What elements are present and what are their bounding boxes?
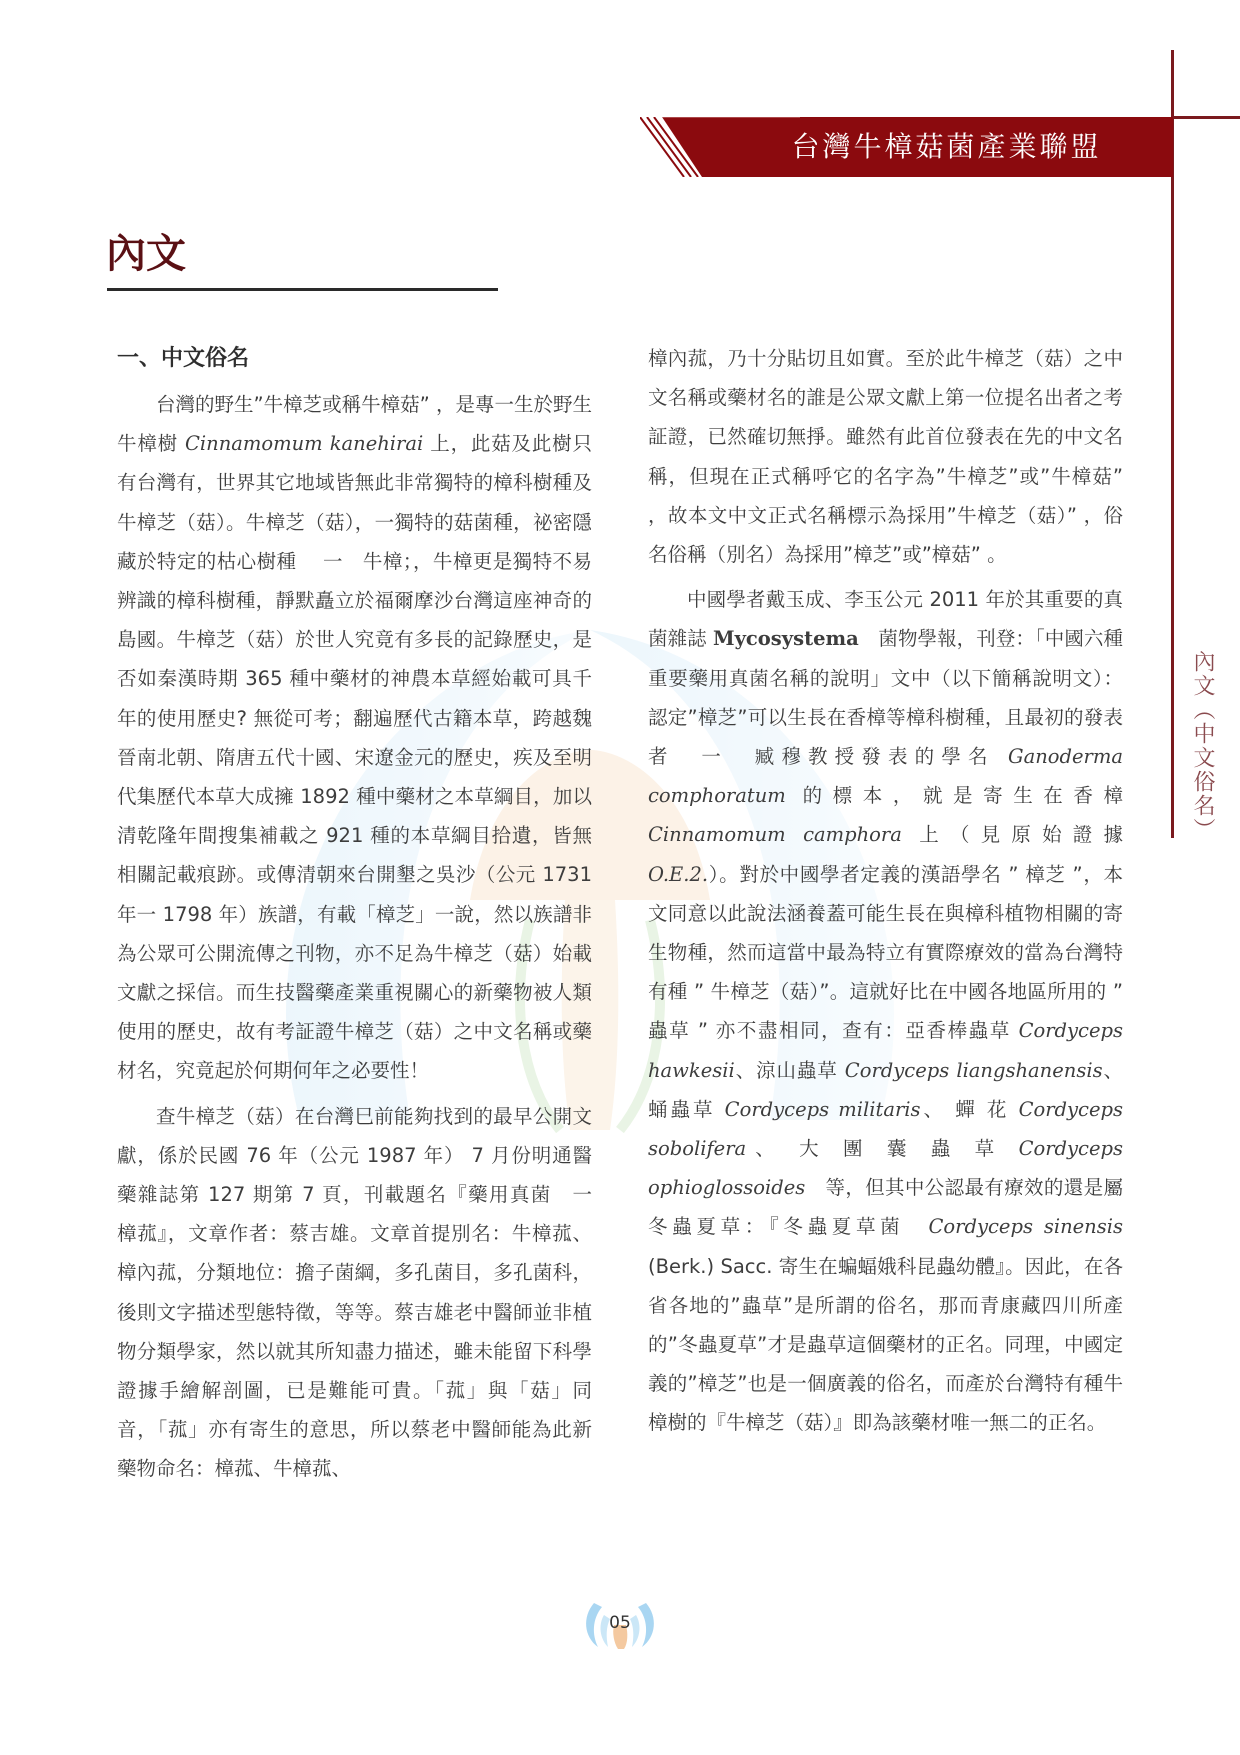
header-tick-rule xyxy=(1173,116,1240,119)
page-title: 內文 xyxy=(106,230,186,277)
journal-name: Mycosystema xyxy=(712,627,859,651)
scientific-name: Cordyceps militaris xyxy=(724,1097,921,1121)
scientific-name: O.E.2. xyxy=(648,862,709,886)
page-number: 05 xyxy=(609,1613,631,1633)
text-run: ）。對於中國學者定義的漢語學名 ” 樟芝 ”，本文同意以此說法涵養蓋可能生長在與樟科植物相關的寄生物種，然而這當中最為特立有實際療效的當為台灣特有種 ” 牛樟芝（菇）”。這就好比在中國各地區所用的 ” 蟲草 ” 亦不盡相同，查有：亞香棒蟲草 xyxy=(648,862,1123,1043)
side-section-tab: 內文（中文俗名） xyxy=(1190,650,1215,842)
scientific-name: Cordyceps sinensis xyxy=(928,1215,1123,1239)
text-run: 、 大 團 囊 蟲 草 xyxy=(746,1137,1019,1161)
left-column xyxy=(117,339,612,1489)
scientific-name: Cordyceps hawkesii xyxy=(648,1019,1123,1082)
organization-name: 台灣牛樟菇菌產業聯盟 xyxy=(791,130,1102,163)
text-run: 上，此菇及此樹只有台灣有，世界其它地域皆無此非常獨特的樟科樹種及牛樟芝（菇）。牛樟芝（菇），一獨特的菇菌種，祕密隱藏於特定的枯心樹種 一 牛樟；，牛樟更是獨特不易辨識的樟科樹種，靜默矗立於福爾摩沙台灣這座神奇的島國。牛樟芝（菇）於世人究竟有多長的記錄歷史，是否如秦漢時期 365 種中藥材的神農本草經始載可具千年的使用歷史? 無從可考；翻遍歷代古籍本草，跨越魏晉南北朝、隋唐五代十國、宋遼金元的歷史，疾及至明代集歷代本草大成擁 1892 種中藥材之本草綱目，加以清乾隆年間搜集補載之 921 種的本草綱目拾遺，皆無相關記載痕跡。或傳清朝來台開墾之吳沙（公元 1731 年一 1798 年）族譜，有載「樟芝」一說，然以族譜非為公眾可公開流傳之刊物，亦不足為牛樟芝（菇）始載文獻之採信。而生技醫藥產業重視關心的新藥物被人類使用的歷史，故有考証證牛樟芝（菇）之中文名稱或藥材名，究竟起於何期何年之必要性！ xyxy=(117,432,593,1083)
right-column xyxy=(648,339,1123,1443)
scientific-name: Cinnamomum kanehirai xyxy=(185,432,424,456)
scientific-name: Cinnamomum camphora xyxy=(648,823,902,847)
paragraph-earliest-literature: 查牛樟芝（菇）在台灣巳前能夠找到的最早公開文獻，係於民國 76 年（公元 1987 年） 7 月份明通醫藥雜誌第 127 期第 7 頁，刊載題名『藥用真菌 一 樟菰』，文章作者：蔡吉雄。文章首提別名：牛樟菰、樟內菰，分類地位：擔子菌綱，多孔菌目，多孔菌科，後則文字描述型態特徵，等等。蔡吉雄老中醫師並非植物分類學家，然以就其所知盡力描述，雖未能留下科學證據手繪解剖圖，已是難能可貴。「菰」與「菇」同音，「菰」亦有寄生的意思，所以蔡老中醫師能為此新藥物命名：樟菰、牛樟菰、 xyxy=(117,1104,612,1481)
paragraph-intro xyxy=(117,385,592,1091)
section-heading: 一、中文俗名 xyxy=(117,346,250,371)
text-run: 、 蟬 花 xyxy=(920,1097,1019,1121)
text-run: 、涼山蟲草 xyxy=(734,1058,845,1082)
text-run: 菌物學報，刊登：「中國六種重要藥用真菌名稱的說明」文中（以下簡稱說明文）：認定”樟芝”可以生長在香樟等樟科樹種，且最初的發表者 一 臧穆教授發表的學名 xyxy=(648,627,1123,769)
scientific-name: Cordyceps ophioglossoides xyxy=(648,1137,1123,1200)
paragraph-naming-conclusion: 樟內菰，乃十分貼切且如實。至於此牛樟芝（菇）之中文名稱或藥材名的誰是公眾文獻上第一位提名出者之考証證，已然確切無掙。雖然有此首位發表在先的中文名稱，但現在正式稱呼它的名字為”牛樟芝”或”牛樟菇” ，故本文中文正式名稱標示為採用”牛樟芝（菇）” ，俗名俗稱（別名）為採用”樟芝”或”樟菇” 。 xyxy=(648,347,1123,567)
scientific-name: Cordyceps sobolifera xyxy=(648,1097,1124,1161)
scientific-name: Cordyceps liangshanensis xyxy=(844,1058,1103,1082)
title-underline xyxy=(107,288,498,291)
text-run: 等，但其中公認最有療效的還是屬冬蟲夏草：『冬蟲夏草菌 xyxy=(648,1176,1123,1239)
text-run: 台灣的野生”牛樟芝或稱牛樟菇” ，是專一生於野生牛樟樹 xyxy=(117,393,592,456)
scientific-name: Ganoderma comphoratum xyxy=(648,745,1123,808)
text-run: 、蛹蟲草 xyxy=(648,1058,1123,1121)
text-run: 的標本，就是寄生在香樟 xyxy=(785,784,1123,808)
text-run: (Berk.) Sacc. 寄生在蝙蝠娥科昆蟲幼體』。因此，在各省各地的”蟲草”是所謂的俗名，那而青康藏四川所產的”冬蟲夏草”才是蟲草這個藥材的正名。同理，中國定義的”樟芝”也是一個廣義的俗名，而產於台灣特有種牛樟樹的『牛樟芝（菇）』即為該藥材唯一無二的正名。 xyxy=(648,1254,1123,1435)
text-run: 上（見原始證據 xyxy=(901,823,1123,847)
header-banner xyxy=(640,117,1173,177)
page-number-badge xyxy=(580,1595,660,1651)
paragraph-chinese-scholars xyxy=(648,580,1123,1442)
text-run: 中國學者戴玉成、李玉公元 2011 年於其重要的真菌雜誌 xyxy=(648,588,1123,651)
